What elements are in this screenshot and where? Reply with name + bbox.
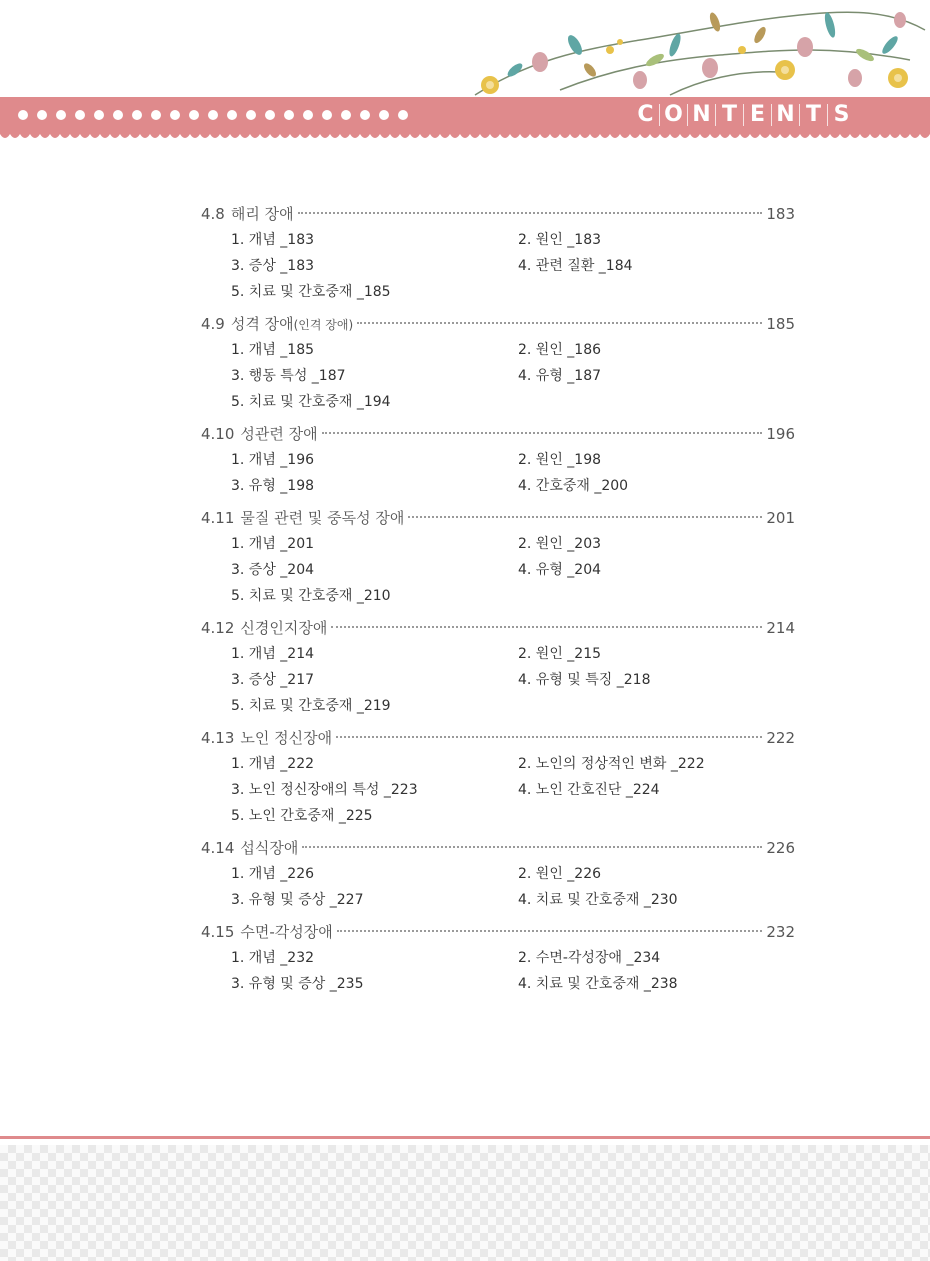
toc-section <box>201 311 795 415</box>
section-number: 4.11 <box>201 509 235 527</box>
subsection-list <box>231 751 795 829</box>
section-title: 노인 정신장애 <box>240 729 333 747</box>
subsection-item[interactable]: 3. 증상 _204 <box>231 562 315 578</box>
toc-section <box>201 615 795 719</box>
dot-leader <box>336 736 762 738</box>
toc-section <box>201 725 795 829</box>
subsection-list <box>231 861 795 913</box>
subsection-item[interactable]: 3. 노인 정신장애의 특성 _223 <box>231 782 418 798</box>
subsection-list <box>231 531 795 609</box>
section-page: 222 <box>766 729 795 747</box>
toc-section <box>201 421 795 499</box>
subsection-item[interactable]: 3. 유형 및 증상 _227 <box>231 892 364 908</box>
subsection-list <box>231 945 795 997</box>
subsection-item[interactable]: 2. 원인 _226 <box>518 866 602 882</box>
subsection-item[interactable]: 4. 유형 _204 <box>518 562 602 578</box>
subsection-item[interactable]: 1. 개념 _183 <box>231 232 315 248</box>
section-page: 201 <box>766 509 795 527</box>
section-number: 4.8 <box>201 205 225 223</box>
section-heading[interactable] <box>201 919 795 945</box>
section-heading[interactable] <box>201 505 795 531</box>
section-page: 196 <box>766 425 795 443</box>
subsection-item[interactable]: 4. 유형 및 특징 _218 <box>518 672 651 688</box>
section-page: 185 <box>766 315 795 333</box>
toc-section <box>201 505 795 609</box>
band-scallop-edge <box>0 130 930 142</box>
dot-leader <box>322 432 763 434</box>
subsection-item[interactable]: 4. 치료 및 간호중재 _230 <box>518 892 678 908</box>
subsection-item[interactable]: 2. 원인 _186 <box>518 342 602 358</box>
section-heading[interactable] <box>201 615 795 641</box>
subsection-item[interactable]: 3. 유형 및 증상 _235 <box>231 976 364 992</box>
subsection-item[interactable]: 2. 원인 _203 <box>518 536 602 552</box>
section-heading[interactable] <box>201 201 795 227</box>
section-number: 4.15 <box>201 923 235 941</box>
section-page: 232 <box>766 923 795 941</box>
subsection-item[interactable]: 1. 개념 _214 <box>231 646 315 662</box>
section-number: 4.10 <box>201 425 235 443</box>
subsection-item[interactable]: 2. 노인의 정상적인 변화 _222 <box>518 756 705 772</box>
subsection-item[interactable]: 5. 치료 및 간호중재 _210 <box>231 588 391 604</box>
section-title: 물질 관련 및 중독성 장애 <box>240 509 405 527</box>
toc-section <box>201 201 795 305</box>
subsection-item[interactable]: 1. 개념 _226 <box>231 866 315 882</box>
subsection-item[interactable]: 2. 원인 _183 <box>518 232 602 248</box>
dot-leader <box>302 846 762 848</box>
section-heading[interactable] <box>201 311 795 337</box>
subsection-list <box>231 227 795 305</box>
table-of-contents <box>201 201 795 1003</box>
dot-leader <box>357 322 762 324</box>
subsection-list <box>231 447 795 499</box>
section-title: 성관련 장애 <box>240 425 318 443</box>
subsection-item[interactable]: 1. 개념 _196 <box>231 452 315 468</box>
subsection-item[interactable]: 2. 원인 _215 <box>518 646 602 662</box>
subsection-item[interactable]: 4. 치료 및 간호중재 _238 <box>518 976 678 992</box>
subsection-item[interactable]: 3. 유형 _198 <box>231 478 315 494</box>
subsection-item[interactable]: 1. 개념 _232 <box>231 950 315 966</box>
section-page: 183 <box>766 205 795 223</box>
subsection-item[interactable]: 4. 노인 간호진단 _224 <box>518 782 660 798</box>
section-subtitle: (인격 장애) <box>293 318 354 332</box>
footer-rule <box>0 1136 930 1139</box>
subsection-item[interactable]: 5. 치료 및 간호중재 _194 <box>231 394 391 410</box>
section-title: 수면-각성장애 <box>240 923 333 941</box>
section-number: 4.14 <box>201 839 235 857</box>
section-page: 214 <box>766 619 795 637</box>
footer-checker-pattern <box>0 1145 930 1261</box>
section-number: 4.12 <box>201 619 235 637</box>
section-page: 226 <box>766 839 795 857</box>
subsection-item[interactable]: 3. 행동 특성 _187 <box>231 368 346 384</box>
section-heading[interactable] <box>201 725 795 751</box>
dot-leader <box>331 626 762 628</box>
decorative-dots <box>18 110 408 122</box>
toc-section <box>201 835 795 913</box>
subsection-item[interactable]: 5. 노인 간호중재 _225 <box>231 808 373 824</box>
section-number: 4.13 <box>201 729 235 747</box>
subsection-item[interactable]: 5. 치료 및 간호중재 _219 <box>231 698 391 714</box>
subsection-item[interactable]: 4. 관련 질환 _184 <box>518 258 633 274</box>
subsection-list <box>231 337 795 415</box>
subsection-list <box>231 641 795 719</box>
subsection-item[interactable]: 1. 개념 _222 <box>231 756 315 772</box>
subsection-item[interactable]: 1. 개념 _201 <box>231 536 315 552</box>
toc-section <box>201 919 795 997</box>
section-title: 신경인지장애 <box>240 619 328 637</box>
dot-leader <box>337 930 763 932</box>
section-heading[interactable] <box>201 835 795 861</box>
section-title: 섭식장애 <box>240 839 299 857</box>
subsection-item[interactable]: 5. 치료 및 간호중재 _185 <box>231 284 391 300</box>
subsection-item[interactable]: 1. 개념 _185 <box>231 342 315 358</box>
dot-leader <box>408 516 762 518</box>
subsection-item[interactable]: 3. 증상 _217 <box>231 672 315 688</box>
floral-decoration <box>470 0 930 100</box>
subsection-item[interactable]: 3. 증상 _183 <box>231 258 315 274</box>
subsection-item[interactable]: 2. 원인 _198 <box>518 452 602 468</box>
section-title: 성격 장애(인격 장애) <box>230 315 354 333</box>
subsection-item[interactable]: 4. 간호중재 _200 <box>518 478 629 494</box>
contents-title: C O N T E N T S <box>637 102 850 127</box>
section-heading[interactable] <box>201 421 795 447</box>
dot-leader <box>298 212 763 214</box>
section-number: 4.9 <box>201 315 225 333</box>
subsection-item[interactable]: 2. 수면-각성장애 _234 <box>518 950 661 966</box>
subsection-item[interactable]: 4. 유형 _187 <box>518 368 602 384</box>
section-title: 해리 장애 <box>230 205 294 223</box>
